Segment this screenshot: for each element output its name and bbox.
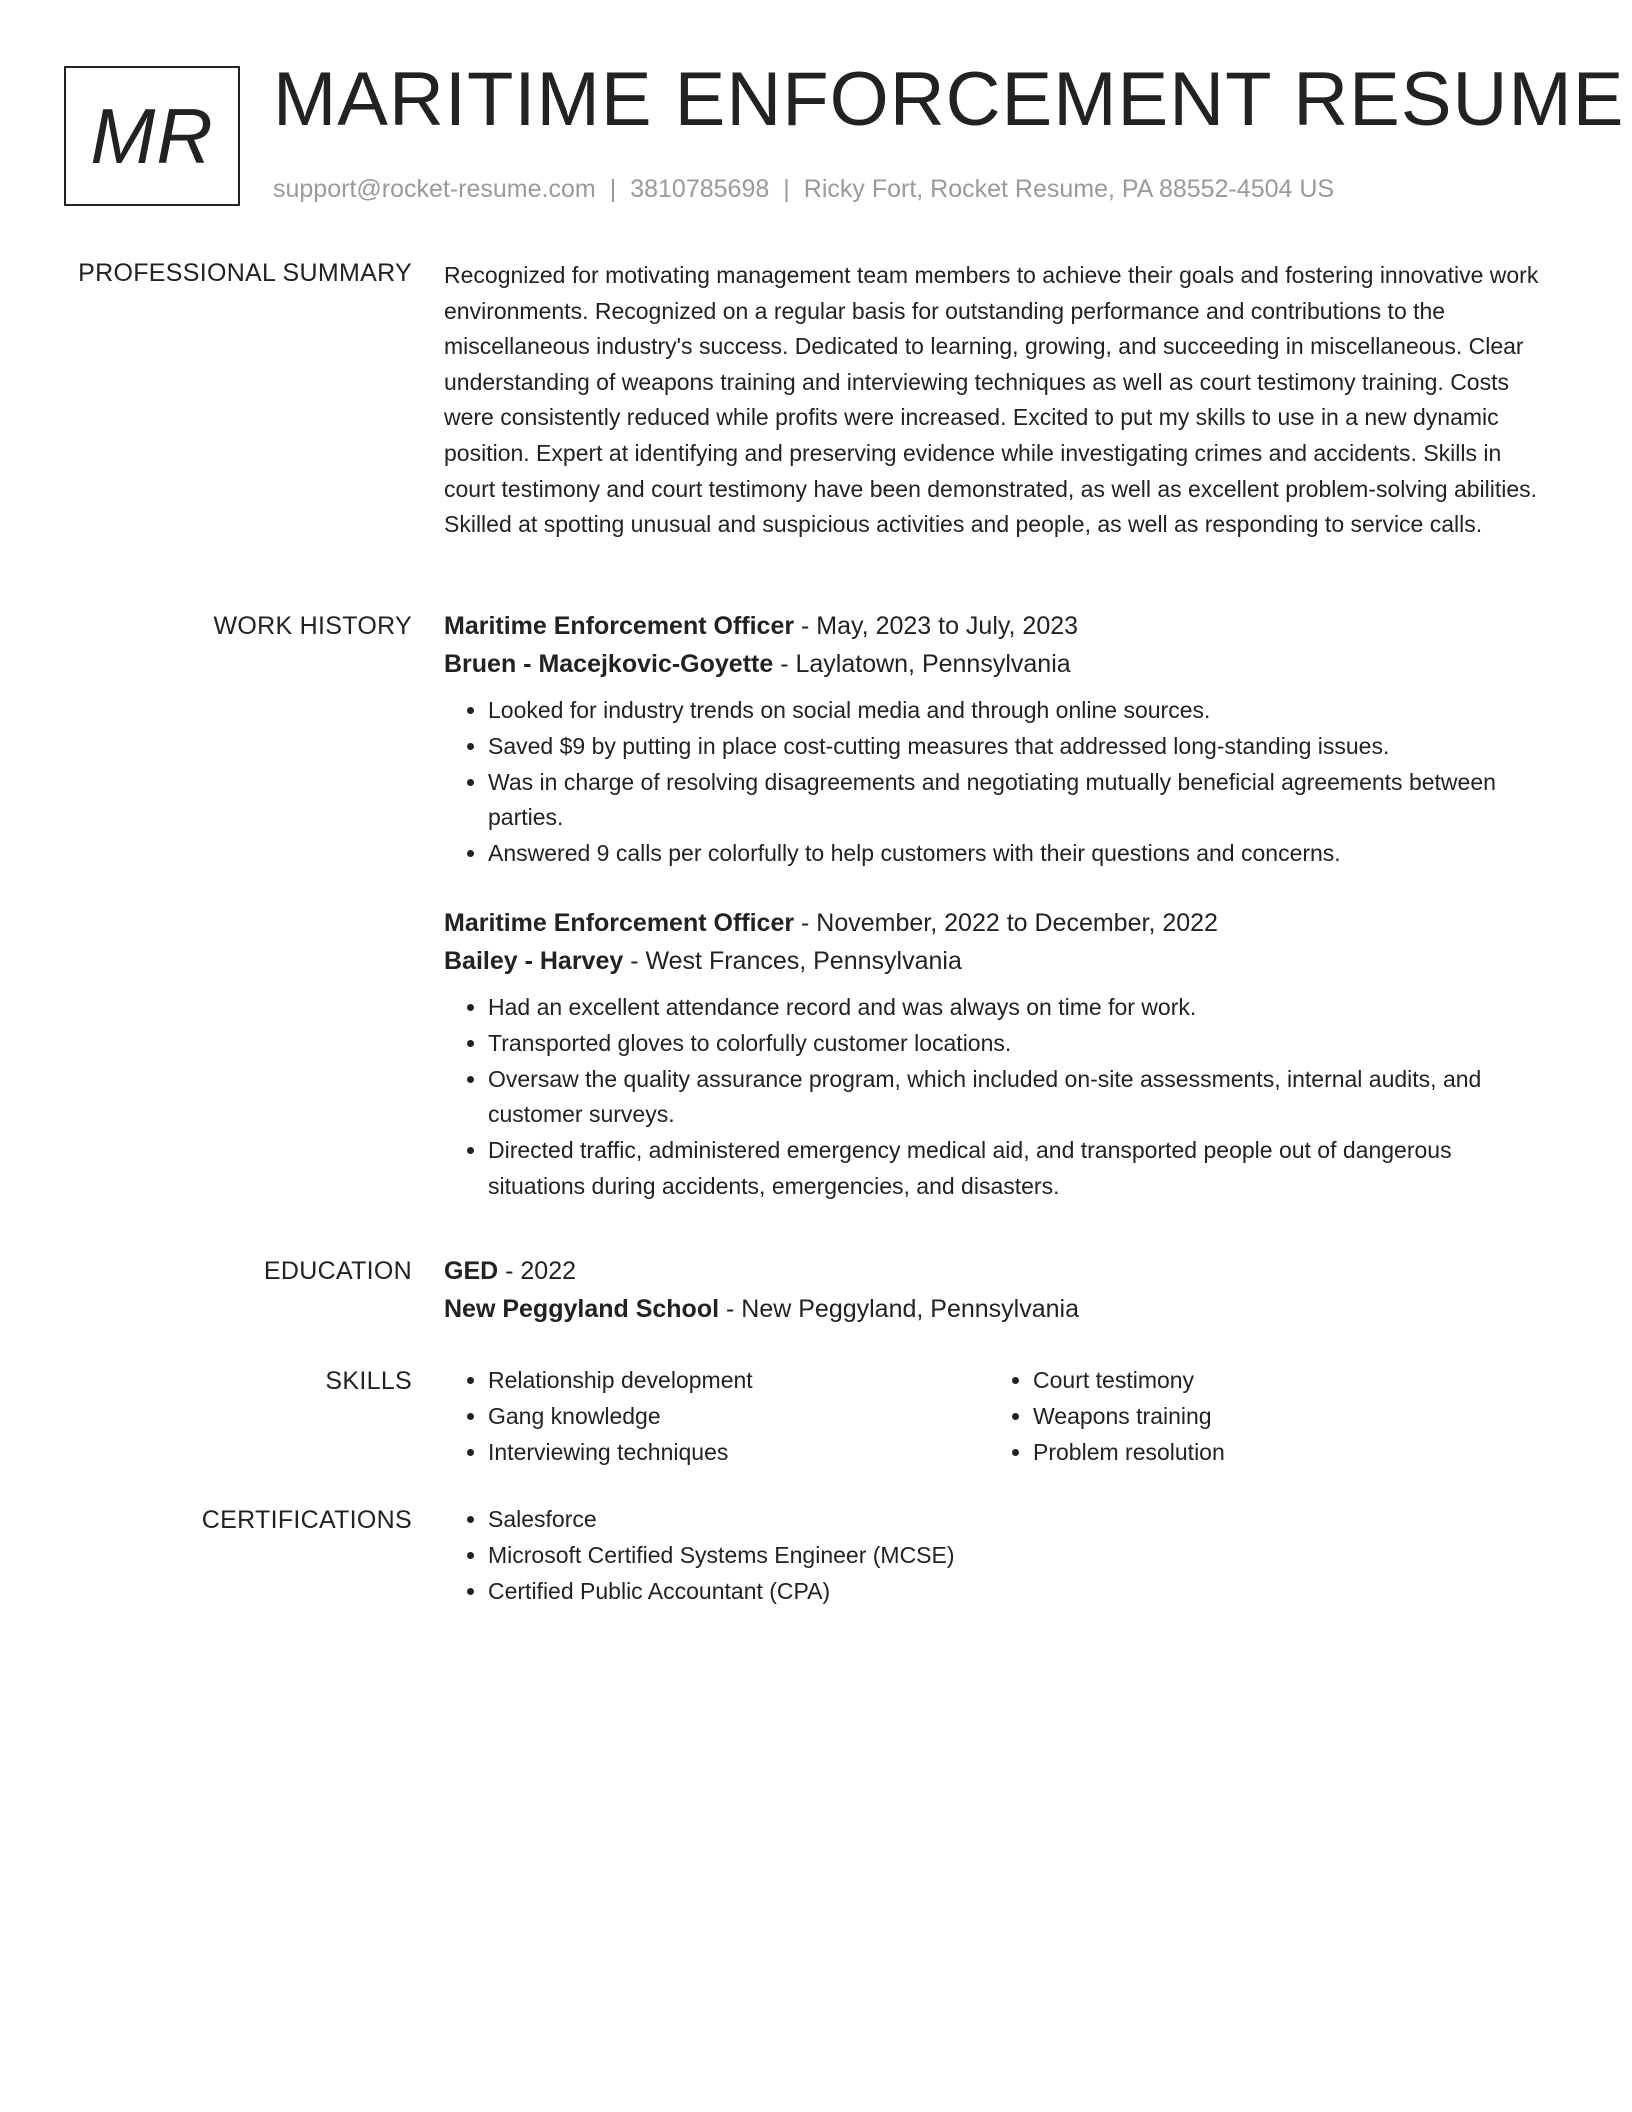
- skills-list-left: [444, 1363, 989, 1470]
- job-bullets: [444, 990, 1554, 1205]
- job-location: - West Frances, Pennsylvania: [623, 946, 962, 975]
- job-bullet: • Answered 9 calls per colorfully to help customers with their questions and concerns.: [488, 836, 1554, 872]
- job-entry: [444, 607, 1554, 872]
- contact-email: support@rocket-resume.com: [273, 175, 596, 203]
- section-label-education: EDUCATION: [263, 1257, 412, 1285]
- job-bullet: • Oversaw the quality assurance program, which included on-site assessments, internal audits, and customer surveys.: [488, 1062, 1554, 1134]
- summary-body: [444, 258, 1554, 543]
- job-company-line: [444, 942, 1554, 980]
- education-body: [444, 1252, 1554, 1328]
- job-company: Bruen - Macejkovic-Goyette: [444, 650, 774, 678]
- work-history-body: [444, 607, 1554, 1205]
- job-title: Maritime Enforcement Officer: [444, 612, 795, 640]
- summary-text: Recognized for motivating management team members to achieve their goals and fostering innovative work environments. Recognized on a regular basis for outstanding performance and contributions to the miscellaneous industry's success. Dedicated to learning, growing, and succeeding in miscellaneous. Clear understanding of weapons training and interviewing techniques as well as court testimony training. Costs were consistently reduced while profits were increased. Excited to put my skills to use in a new dynamic position. Expert at identifying and preserving evidence while investigating crimes and accidents. Skills in court testimony and court testimony have been demonstrated, as well as excellent problem-solving abilities. Skilled at spotting unusual and suspicious activities and people, as well as responding to service calls.: [444, 262, 1539, 538]
- education-year: - 2022: [498, 1257, 577, 1285]
- education-degree: GED: [444, 1257, 499, 1285]
- section-label-summary: PROFESSIONAL SUMMARY: [78, 259, 412, 287]
- skills-grid: [444, 1363, 1554, 1470]
- education-degree-line: [444, 1252, 1554, 1290]
- job-bullet: • Directed traffic, administered emergency medical aid, and transported people out of dangerous situations during accidents, emergencies, and disasters.: [488, 1133, 1554, 1205]
- job-bullet: • Looked for industry trends on social media and through online sources.: [488, 693, 1554, 729]
- education-school: New Peggyland School: [444, 1295, 720, 1323]
- job-bullets: [444, 693, 1554, 872]
- job-entry: [444, 904, 1554, 1205]
- skill-item: • Relationship development: [488, 1363, 989, 1399]
- monogram-initials: MR: [90, 91, 214, 180]
- skills-body: [444, 1363, 1554, 1470]
- job-title: Maritime Enforcement Officer: [444, 908, 795, 937]
- contact-separator: |: [783, 175, 790, 203]
- certification-item: • Microsoft Certified Systems Engineer (MCSE): [488, 1538, 1554, 1574]
- job-company: Bailey - Harvey: [444, 946, 624, 975]
- job-title-line: [444, 904, 1554, 942]
- contact-address: Ricky Fort, Rocket Resume, PA 88552-4504 US: [803, 175, 1335, 203]
- skill-item: • Gang knowledge: [488, 1399, 989, 1435]
- job-company-line: [444, 645, 1554, 683]
- job-location: - Laylatown, Pennsylvania: [773, 650, 1071, 678]
- job-dates: - May, 2023 to July, 2023: [794, 612, 1079, 640]
- skill-item: • Interviewing techniques: [488, 1435, 989, 1471]
- certifications-body: [444, 1502, 1554, 1609]
- job-bullet: • Had an excellent attendance record and was always on time for work.: [488, 990, 1554, 1026]
- certification-item: • Salesforce: [488, 1502, 1554, 1538]
- skill-item: • Problem resolution: [1033, 1435, 1534, 1471]
- job-dates: - November, 2022 to December, 2022: [794, 908, 1218, 937]
- job-bullet: • Transported gloves to colorfully customer locations.: [488, 1026, 1554, 1062]
- education-school-line: [444, 1290, 1554, 1328]
- certification-item: • Certified Public Accountant (CPA): [488, 1574, 1554, 1610]
- section-label-certifications: CERTIFICATIONS: [201, 1506, 412, 1534]
- job-bullet: • Saved $9 by putting in place cost-cutting measures that addressed long-standing issues.: [488, 729, 1554, 765]
- education-location: - New Peggyland, Pennsylvania: [719, 1295, 1079, 1323]
- section-label-work-history: WORK HISTORY: [213, 612, 412, 640]
- monogram-box: [64, 66, 240, 206]
- certifications-list: [444, 1502, 1554, 1609]
- skills-list-right: [989, 1363, 1534, 1470]
- skill-item: • Weapons training: [1033, 1399, 1534, 1435]
- contact-line: [273, 174, 1334, 204]
- section-label-skills: SKILLS: [325, 1367, 412, 1395]
- resume-title: MARITIME ENFORCEMENT RESUME: [273, 57, 1625, 142]
- contact-separator: |: [609, 175, 617, 203]
- job-title-line: [444, 607, 1554, 645]
- contact-phone: 3810785698: [630, 175, 770, 203]
- skill-item: • Court testimony: [1033, 1363, 1534, 1399]
- job-bullet: • Was in charge of resolving disagreements and negotiating mutually beneficial agreements between parties.: [488, 765, 1554, 837]
